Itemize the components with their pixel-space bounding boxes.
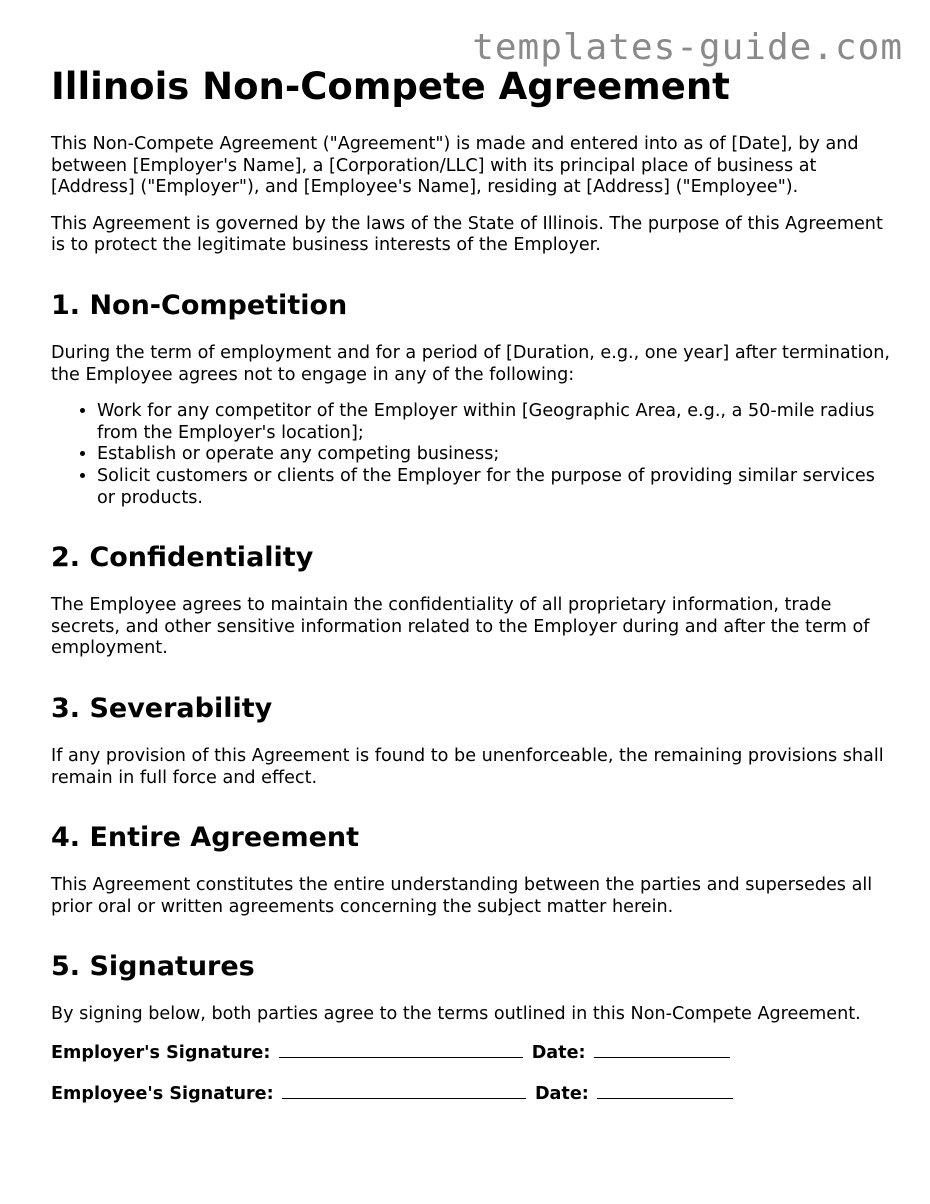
document-title: Illinois Non-Compete Agreement xyxy=(51,65,730,108)
employer-signature-line xyxy=(51,1041,891,1064)
employee-signature-line xyxy=(51,1082,891,1105)
employer-signature-field[interactable] xyxy=(279,1041,523,1058)
employer-date-field[interactable] xyxy=(594,1041,730,1058)
entire-agreement-body: This Agreement constitutes the entire understanding between the parties and supersedes all prior oral or written agreements concerning the subject matter herein. xyxy=(51,875,873,917)
employer-date-label: Date: xyxy=(531,1042,586,1063)
intro-paragraph-1: This Non-Compete Agreement ("Agreement") is made and entered into as of [Date], by and between [Employer's Name], a [Corporation/LLC] with its principal place of business at [Address] ("Employer"), and [Employee's Name], residing at [Address] ("Employee"). xyxy=(51,134,859,198)
severability-body: If any provision of this Agreement is found to be unenforceable, the remaining provisions shall remain in full force and effect. xyxy=(51,745,884,788)
list-item: • Solicit customers or clients of the Employer for the purpose of providing similar services or products. xyxy=(97,466,891,509)
section-heading-non-competition: 1. Non-Competition xyxy=(51,289,348,321)
confidentiality-body: The Employee agrees to maintain the confidentiality of all proprietary information, trade secrets, and other sensitive information related to the Employer during and after the term of employment. xyxy=(51,595,870,659)
section-heading-signatures: 5. Signatures xyxy=(51,951,255,983)
intro-paragraph-2: This Agreement is governed by the laws of the State of Illinois. The purpose of this Agreement is to protect the legitimate business interests of the Employer. xyxy=(51,213,883,256)
employee-date-field[interactable] xyxy=(597,1082,733,1099)
employee-date-label: Date: xyxy=(534,1083,589,1104)
signatures-body: By signing below, both parties agree to the terms outlined in this Non-Compete Agreement. xyxy=(51,1004,861,1025)
employer-signature-label: Employer's Signature: xyxy=(51,1042,271,1063)
section-heading-confidentiality: 2. Confidentiality xyxy=(51,542,314,574)
list-item: • Work for any competitor of the Employer within [Geographic Area, e.g., a 50-mile radius from the Employer's location]; xyxy=(97,401,891,444)
employee-signature-field[interactable] xyxy=(282,1082,526,1099)
employee-signature-label: Employee's Signature: xyxy=(51,1083,274,1104)
list-item: • Establish or operate any competing business; xyxy=(97,444,891,466)
non-competition-body: During the term of employment and for a period of [Duration, e.g., one year] after termination, the Employee agrees not to engage in any of the following: xyxy=(51,342,890,385)
document-page xyxy=(51,64,891,1123)
non-competition-list xyxy=(51,401,891,509)
section-heading-severability: 3. Severability xyxy=(51,692,273,724)
watermark: templates-guide.com xyxy=(472,27,903,68)
section-heading-entire-agreement: 4. Entire Agreement xyxy=(51,822,360,854)
